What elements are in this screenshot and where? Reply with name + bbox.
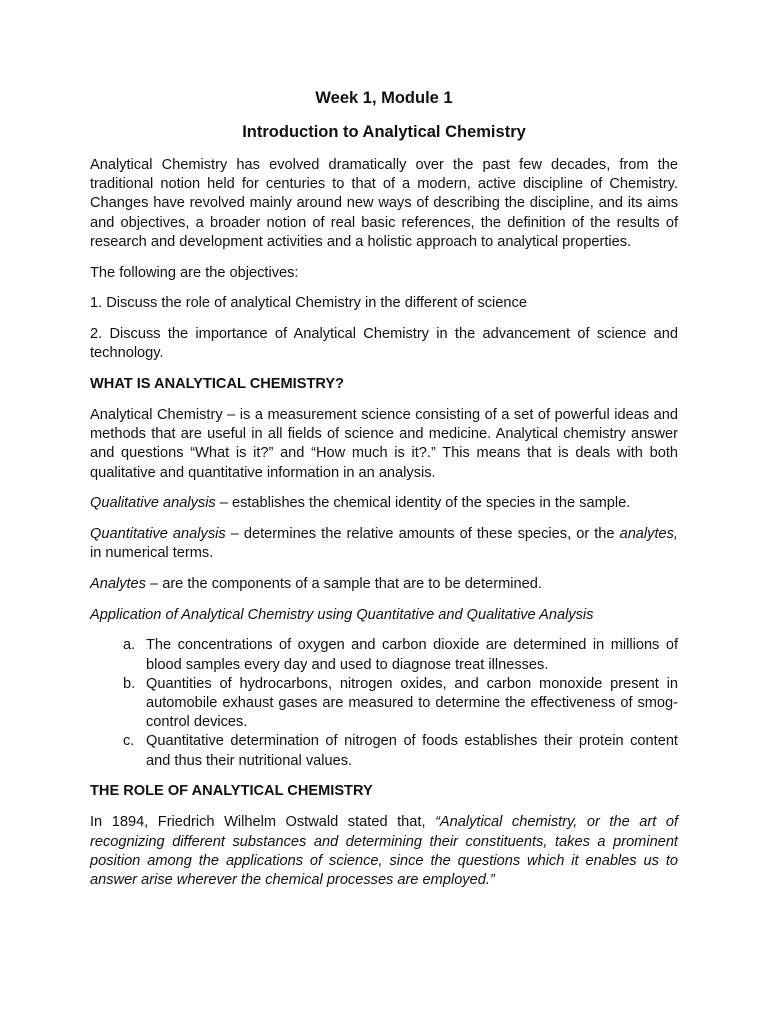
qualitative-term: Qualitative analysis <box>90 495 216 512</box>
document-page <box>90 88 678 902</box>
qualitative-text: – establishes the chemical identity of the species in the sample. <box>215 495 631 512</box>
ostwald-quote: “Analytical chemistry, or the art of recognizing different substances and determining their constituents, takes a prominent position among the applications of science, since the questions which it enables us to answer arise wherever the chemical processes are employed.” <box>90 814 678 889</box>
quantitative-text: – determines the relative amounts of these species, or the <box>225 526 620 543</box>
document-title: Week 1, Module 1 <box>315 89 453 107</box>
quantitative-text-end: in numerical terms. <box>90 545 214 562</box>
application-heading: Application of Analytical Chemistry using Quantitative and Qualitative Analysis <box>90 606 594 623</box>
list-item-text: Quantitative determination of nitrogen of foods establishes their protein content and thus their nutritional values. <box>146 733 678 769</box>
list-item-text: The concentrations of oxygen and carbon dioxide are determined in millions of blood samples every day and used to diagnose treat illnesses. <box>146 637 678 673</box>
applications-list <box>90 636 678 770</box>
list-item <box>90 636 678 674</box>
analytes-term: Analytes <box>90 575 146 592</box>
analytes-text: – are the components of a sample that are to be determined. <box>145 575 542 592</box>
objectives-intro: The following are the objectives: <box>90 264 299 281</box>
list-marker: c. <box>123 733 135 750</box>
definition-paragraph: Analytical Chemistry – is a measurement science consisting of a set of powerful ideas and methods that are useful in all fields of science and medicine. Analytical chemistry answer and questions “What is it?” and “How much is it?.” This means that is deals with both qualitative and quantitative information in an analysis. <box>90 407 678 481</box>
document-subtitle: Introduction to Analytical Chemistry <box>242 123 526 141</box>
list-item <box>90 675 678 733</box>
list-item-text: Quantities of hydrocarbons, nitrogen oxides, and carbon monoxide present in automobile exhaust gases are measured to determine the effectiveness of smog-control devices. <box>146 675 678 731</box>
qualitative-paragraph <box>90 494 678 513</box>
quantitative-term: Quantitative analysis <box>90 526 226 543</box>
section-heading-what-is: WHAT IS ANALYTICAL CHEMISTRY? <box>90 375 345 392</box>
objective-1: 1. Discuss the role of analytical Chemistry in the different of science <box>90 295 527 312</box>
role-text: In 1894, Friedrich Wilhelm Ostwald stated that, <box>90 814 436 831</box>
list-marker: a. <box>123 637 136 654</box>
analytes-paragraph <box>90 575 678 594</box>
quantitative-paragraph <box>90 525 678 563</box>
list-item <box>90 732 678 770</box>
section-heading-role: THE ROLE OF ANALYTICAL CHEMISTRY <box>90 783 373 800</box>
intro-paragraph: Analytical Chemistry has evolved dramatically over the past few decades, from the traditional notion held for centuries to that of a modern, active discipline of Chemistry. Changes have revolved mainly around new ways of describing the discipline, and its aims and objectives, a broader notion of real basic references, the definition of the results of research and development activities and a holistic approach to analytical properties. <box>90 157 678 250</box>
list-marker: b. <box>123 675 136 692</box>
analytes-inline-term: analytes, <box>619 526 678 543</box>
role-paragraph <box>90 813 678 890</box>
objective-2: 2. Discuss the importance of Analytical Chemistry in the advancement of science and technology. <box>90 325 678 362</box>
